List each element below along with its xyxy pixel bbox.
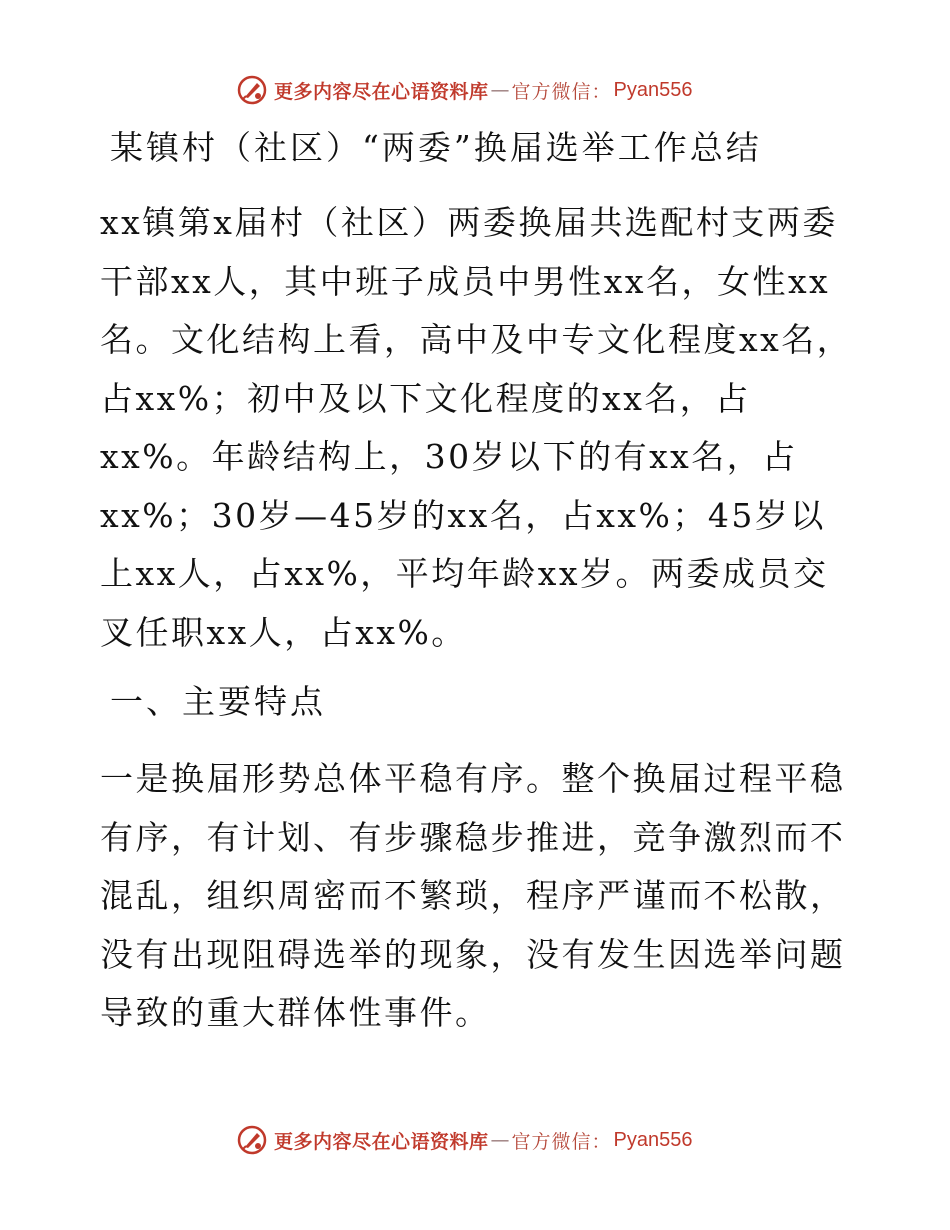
watermark-main-text: 更多内容尽在心语资料库 [274,80,489,103]
body-paragraph-feature-one: 一是换届形势总体平稳有序。整个换届过程平稳有序，有计划、有步骤稳步推进，竞争激烈而不混乱，组织周密而不繁琐，程序严谨而不松散，没有出现阻碍选举的现象，没有发生因选举问题导致的重大群体性事件。 [100,759,846,1032]
body-paragraph-statistics: xx镇第x届村（社区）两委换届共选配村支两委干部xx人，其中班子成员中男性xx名，女性xx名。文化结构上看，高中及中专文化程度xx名，占xx%；初中及以下文化程度的xx名，占xx%。年龄结构上，30岁以下的有xx名，占xx%；30岁—45岁的xx名，占xx%；45岁以上xx人，占xx%，平均年龄xx岁。两委成员交叉任职xx人，占xx%。 [100,203,853,652]
quill-pen-circle-icon [236,1124,268,1156]
watermark-wechat-id: Pyan556 [613,1128,693,1151]
document-title: 某镇村（社区）“两委”换届选举工作总结 [110,128,762,167]
watermark-separator: — [490,1129,510,1151]
watermark-main-text: 更多内容尽在心语资料库 [274,1130,489,1153]
watermark-wechat-label: 官方微信： [511,1130,612,1153]
header-watermark-banner [236,72,693,108]
footer-watermark-banner [236,1122,693,1158]
quill-pen-circle-icon [236,74,268,106]
section-heading-main-features: 一、主要特点 [110,682,326,721]
watermark-wechat-id: Pyan556 [613,78,693,101]
watermark-wechat-label: 官方微信： [511,80,612,103]
watermark-separator: — [490,79,510,101]
